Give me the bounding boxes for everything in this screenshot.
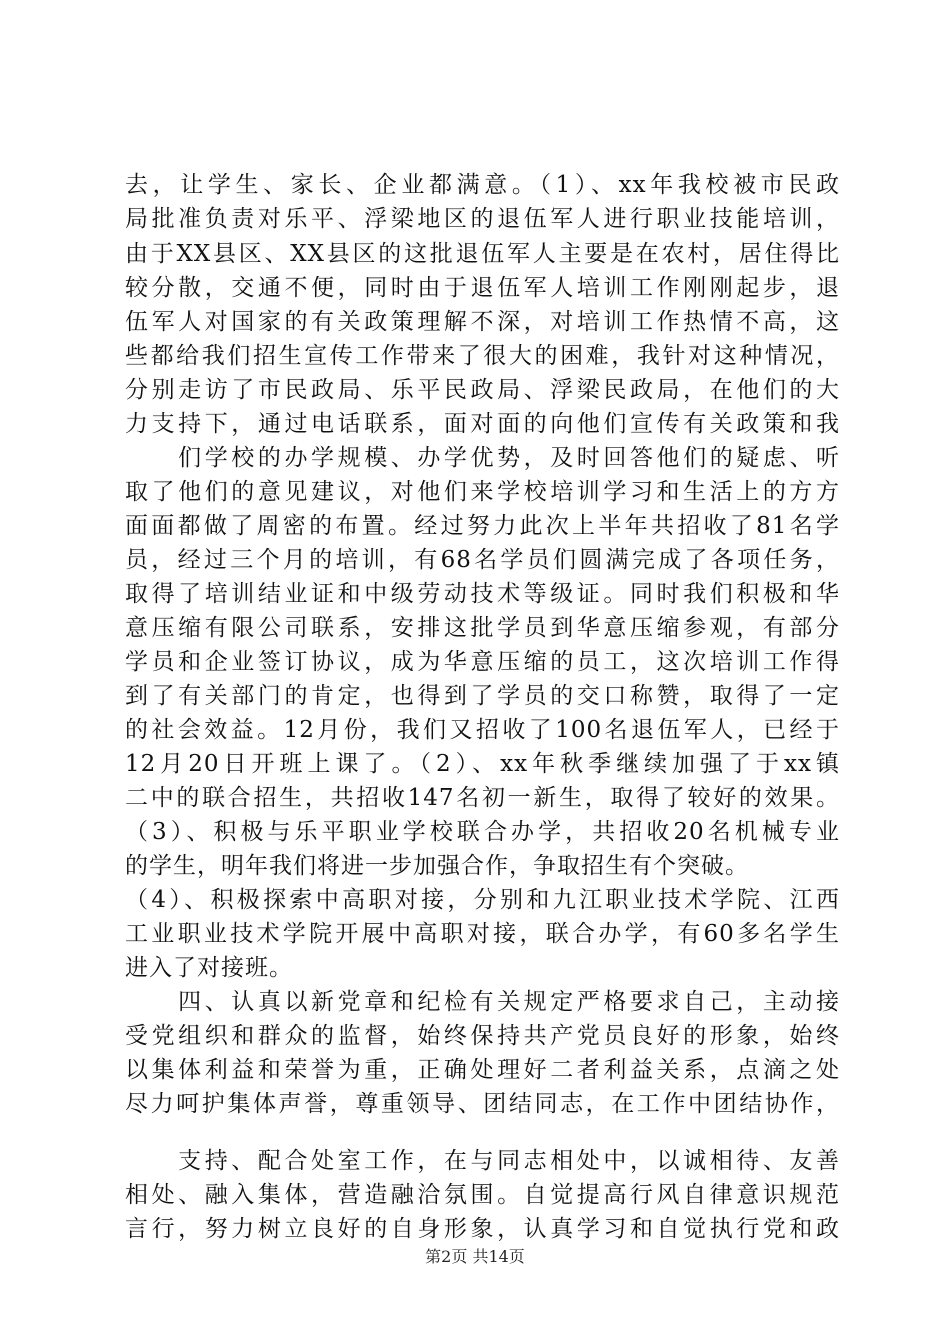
text-line: 受党组织和群众的监督，始终保持共产党员良好的形象，始终 bbox=[125, 1023, 840, 1049]
text-line: 力支持下，通过电话联系，面对面的向他们宣传有关政策和我 bbox=[125, 411, 840, 437]
text-line: 取得了培训结业证和中级劳动技术等级证。同时我们积极和华 bbox=[125, 581, 840, 607]
text-line: 伍军人对国家的有关政策理解不深，对培训工作热情不高，这 bbox=[125, 309, 840, 335]
text-line: 以集体利益和荣誉为重，正确处理好二者利益关系，点滴之处 bbox=[125, 1057, 840, 1083]
page-number-footer: 第2页 共14页 bbox=[425, 1247, 525, 1266]
text-line: 员，经过三个月的培训，有68名学员们圆满完成了各项任务， bbox=[125, 547, 840, 573]
text-line: 支持、配合处室工作，在与同志相处中，以诚相待、友善 bbox=[125, 1148, 840, 1174]
text-line: 面面都做了周密的布置。经过努力此次上半年共招收了81名学 bbox=[125, 513, 840, 539]
text-line: （4）、积极探索中高职对接，分别和九江职业技术学院、江西 bbox=[125, 887, 840, 913]
text-line: 分别走访了市民政局、乐平民政局、浮梁民政局，在他们的大 bbox=[125, 377, 840, 403]
text-line: 四、认真以新党章和纪检有关规定严格要求自己，主动接 bbox=[125, 989, 840, 1015]
text-line: 工业职业技术学院开展中高职对接，联合办学，有60多名学生 bbox=[125, 921, 840, 947]
text-line: 取了他们的意见建议，对他们来学校培训学习和生活上的方方 bbox=[125, 479, 840, 505]
text-line: 较分散，交通不便，同时由于退伍军人培训工作刚刚起步，退 bbox=[125, 275, 840, 301]
text-line: 局批准负责对乐平、浮梁地区的退伍军人进行职业技能培训， bbox=[125, 206, 840, 232]
text-line: 二中的联合招生，共招收147名初一新生，取得了较好的效果。 bbox=[125, 785, 840, 811]
text-line: 言行，努力树立良好的自身形象，认真学习和自觉执行党和政 bbox=[125, 1216, 840, 1242]
text-line: 相处、融入集体，营造融洽氛围。自觉提高行风自律意识规范 bbox=[125, 1182, 840, 1208]
text-line: 去，让学生、家长、企业都满意。（1）、xx年我校被市民政 bbox=[125, 172, 840, 198]
text-line: 的学生，明年我们将进一步加强合作，争取招生有个突破。 bbox=[125, 853, 749, 879]
text-line: 进入了对接班。 bbox=[125, 955, 293, 981]
text-line: 些都给我们招生宣传工作带来了很大的困难，我针对这种情况， bbox=[125, 343, 840, 369]
text-line: （3）、积极与乐平职业学校联合办学，共招收20名机械专业 bbox=[125, 819, 840, 845]
text-line: 学员和企业签订协议，成为华意压缩的员工，这次培训工作得 bbox=[125, 649, 840, 675]
text-line: 到了有关部门的肯定，也得到了学员的交口称赞，取得了一定 bbox=[125, 683, 840, 709]
text-line: 12月20日开班上课了。（2）、xx年秋季继续加强了于xx镇 bbox=[125, 751, 840, 777]
text-line: 尽力呵护集体声誉，尊重领导、团结同志，在工作中团结协作， bbox=[125, 1091, 840, 1117]
text-line: 们学校的办学规模、办学优势，及时回答他们的疑虑、听 bbox=[125, 445, 840, 471]
text-line: 由于XX县区、XX县区的这批退伍军人主要是在农村，居住得比 bbox=[125, 241, 840, 267]
text-line: 的社会效益。12月份，我们又招收了100名退伍军人，已经于 bbox=[125, 717, 840, 743]
text-line: 意压缩有限公司联系，安排这批学员到华意压缩参观，有部分 bbox=[125, 615, 840, 641]
